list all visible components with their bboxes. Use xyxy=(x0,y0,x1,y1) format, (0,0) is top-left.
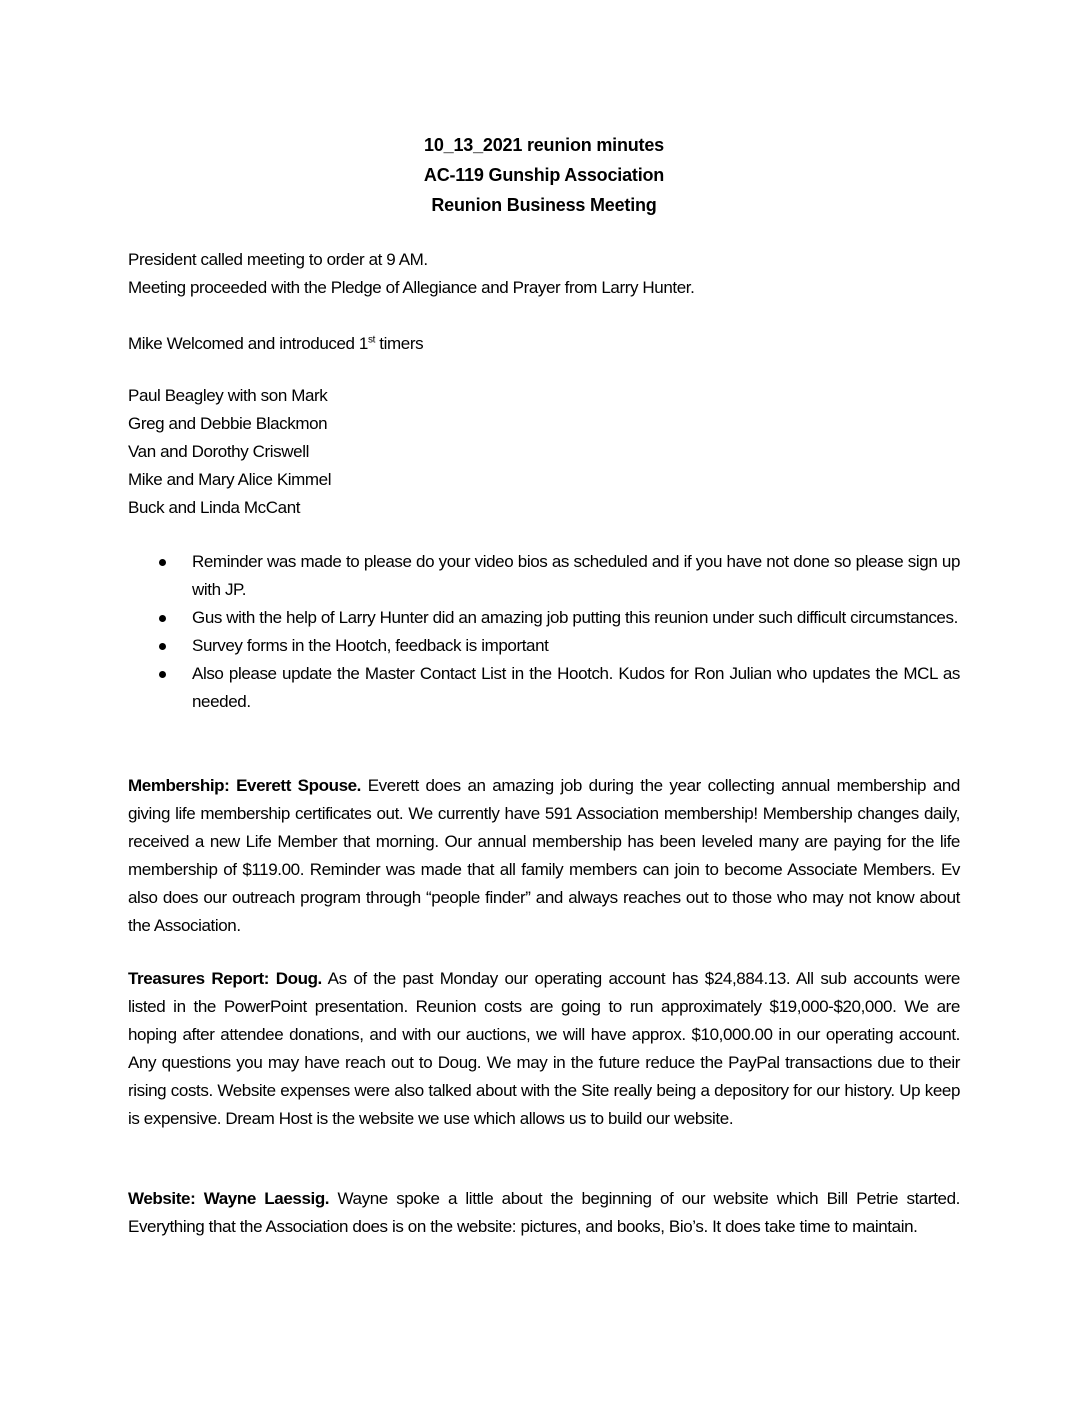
bullet-icon xyxy=(159,671,166,678)
announcement-text: Also please update the Master Contact List in the Hootch. Kudos for Ron Julian who updates the MCL as needed. xyxy=(192,664,960,711)
first-timer-name: Mike and Mary Alice Kimmel xyxy=(128,470,332,489)
intro-text-end: timers xyxy=(374,334,424,353)
announcement-text: Reminder was made to please do your video bios as scheduled and if you have not done so please sign up with JP. xyxy=(192,552,960,599)
bullet-icon xyxy=(159,559,166,566)
first-timer-name: Greg and Debbie Blackmon xyxy=(128,414,328,433)
first-timers-intro xyxy=(128,330,960,358)
first-timer-name: Paul Beagley with son Mark xyxy=(128,386,328,405)
announcement-item xyxy=(128,632,960,660)
announcements-list xyxy=(128,548,960,716)
opening-section xyxy=(128,246,960,302)
treasures-report-section xyxy=(128,965,960,1133)
treasures-heading: Treasures Report: Doug. xyxy=(128,969,322,988)
intro-text: Mike Welcomed and introduced 1 xyxy=(128,334,368,353)
announcement-item xyxy=(128,604,960,632)
first-timer-name: Van and Dorothy Criswell xyxy=(128,442,309,461)
document-header xyxy=(0,130,1088,220)
membership-body: Everett does an amazing job during the year collecting annual membership and giving life membership certificates out. We currently have 591 Association membership! Membership changes daily, received a new Life Member that morning. Our annual membership has been leveled many are paying for the life membership of $119.00. Reminder was made that all family members can join to become Associate Members. Ev also does our outreach program through “people finder” and always reaches out to those who may not know about the Association. xyxy=(128,776,960,935)
bullet-icon xyxy=(159,643,166,650)
organization-name: AC-119 Gunship Association xyxy=(423,165,665,185)
website-body: Wayne spoke a little about the beginning of our website which Bill Petrie started. Everything that the Association does is on the website: pictures, and books, Bio’s. It does take time to maintain. xyxy=(128,1189,960,1236)
meeting-name: Reunion Business Meeting xyxy=(431,195,657,215)
opening-line-call-to-order: President called meeting to order at 9 AM. xyxy=(128,250,428,269)
announcement-item xyxy=(128,548,960,604)
membership-section xyxy=(128,772,960,940)
announcement-text: Survey forms in the Hootch, feedback is important xyxy=(192,636,549,655)
announcement-item xyxy=(128,660,960,716)
bullet-icon xyxy=(159,615,166,622)
website-section xyxy=(128,1185,960,1241)
document-title: 10_13_2021 reunion minutes xyxy=(424,135,664,155)
membership-heading: Membership: Everett Spouse. xyxy=(128,776,361,795)
announcement-text: Gus with the help of Larry Hunter did an amazing job putting this reunion under such difficult circumstances. xyxy=(192,608,958,627)
first-timer-name: Buck and Linda McCant xyxy=(128,498,301,517)
website-heading: Website: Wayne Laessig. xyxy=(128,1189,330,1208)
intro-superscript: st xyxy=(368,334,375,346)
opening-line-pledge: Meeting proceeded with the Pledge of Allegiance and Prayer from Larry Hunter. xyxy=(128,278,695,297)
first-timers-list xyxy=(128,382,960,522)
treasures-body: As of the past Monday our operating account has $24,884.13. All sub accounts were listed in the PowerPoint presentation. Reunion costs are going to run approximately $19,000-$20,000. We are hoping after attendee donations, and with our auctions, we will have approx. $10,000.00 in our operating account. Any questions you may have reach out to Doug. We may in the future reduce the PayPal transactions due to their rising costs. Website expenses were also talked about with the Site really being a depository for our history. Up keep is expensive. Dream Host is the website we use which allows us to build our website. xyxy=(128,969,960,1128)
